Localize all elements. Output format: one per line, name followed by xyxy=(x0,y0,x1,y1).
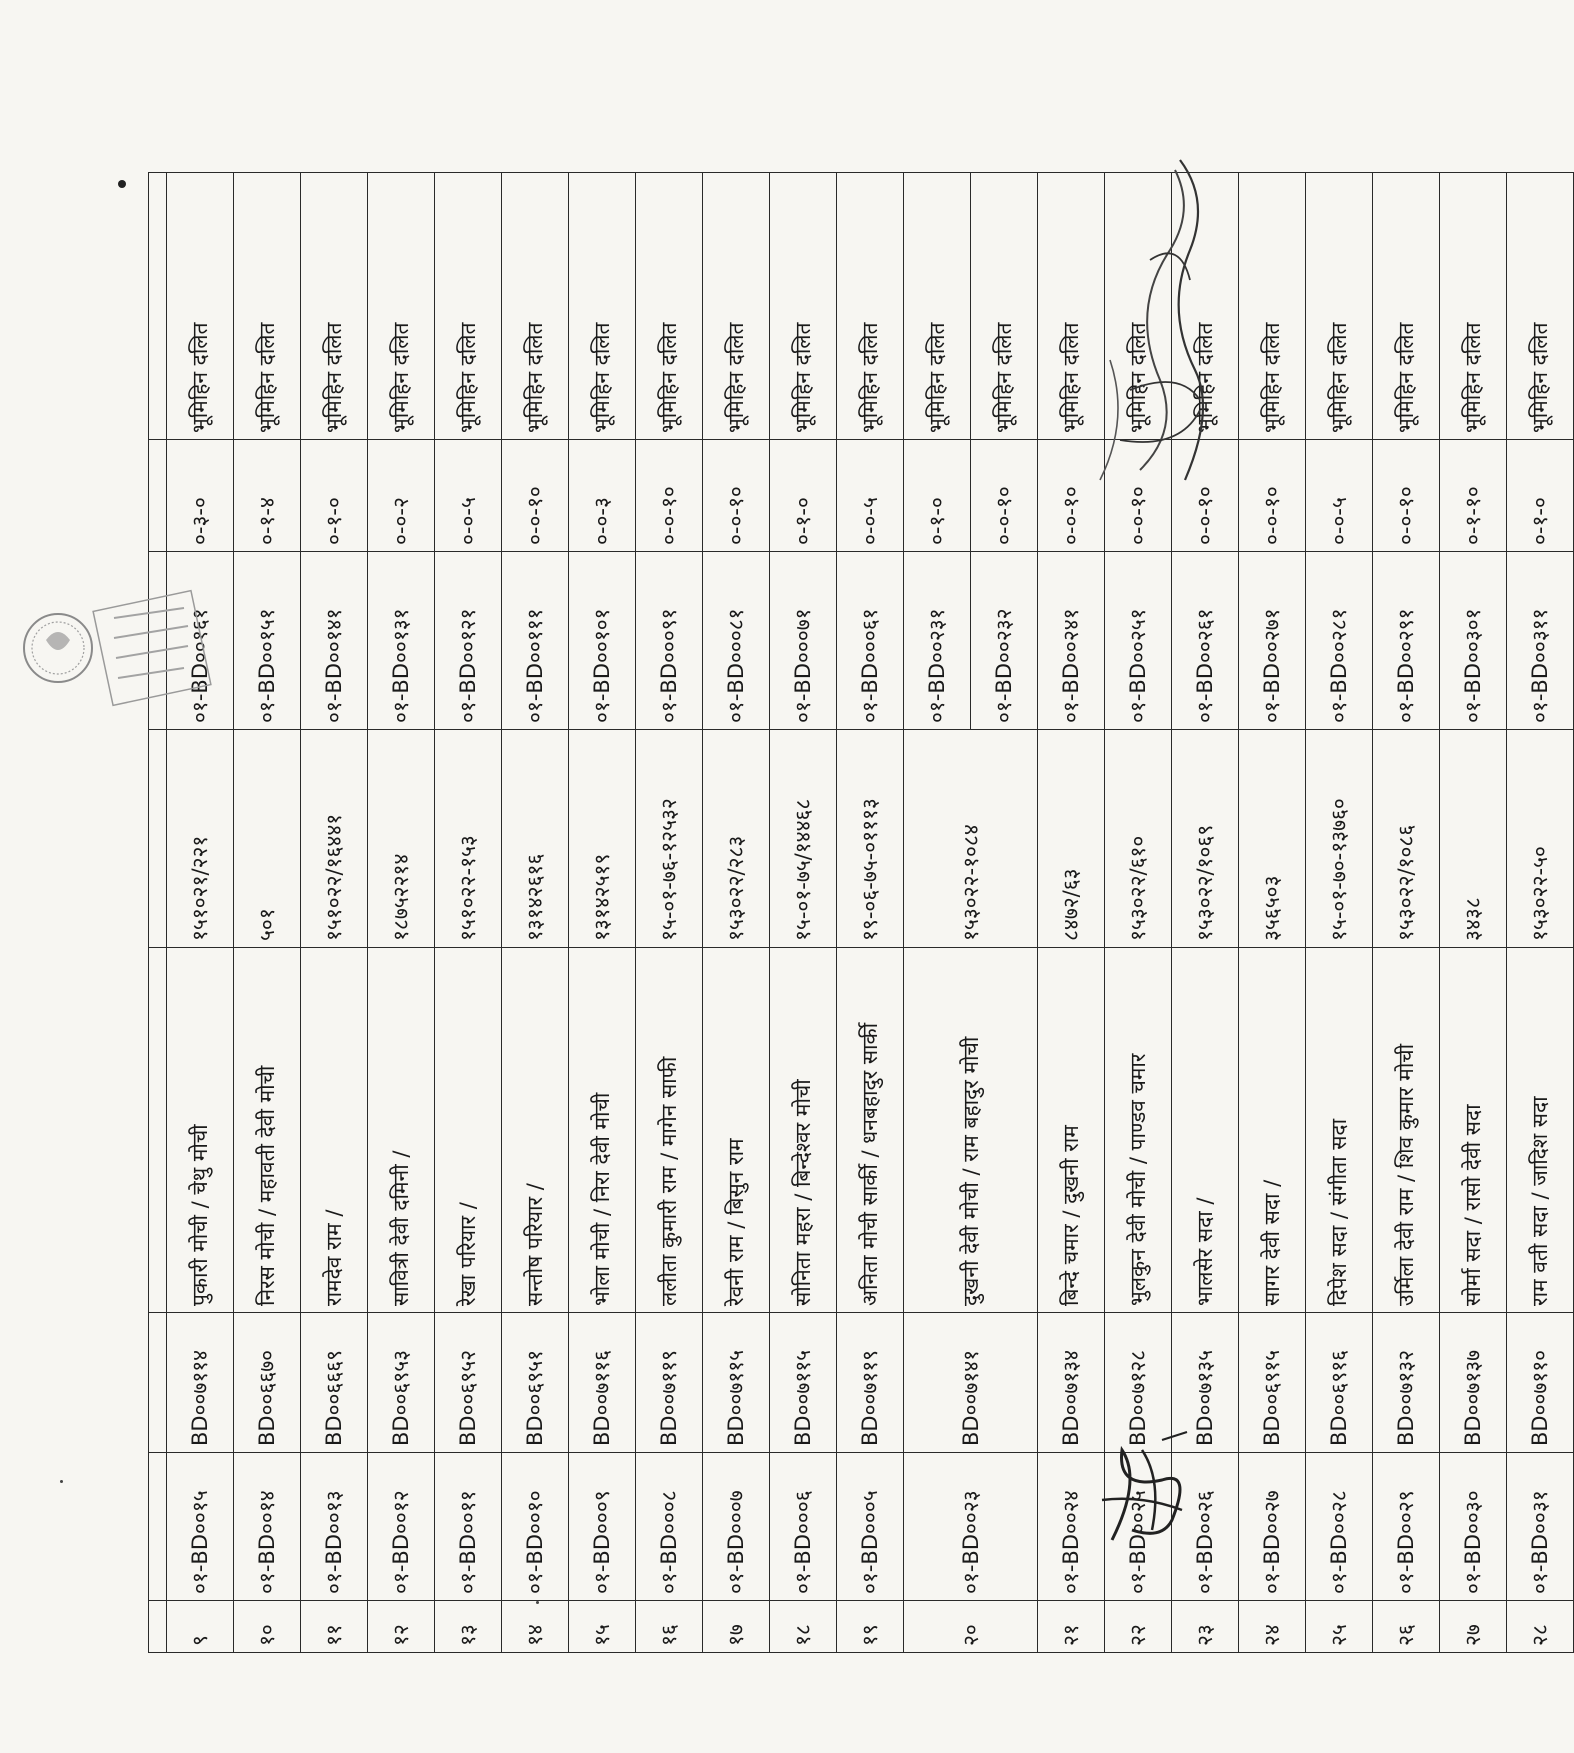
cell-sn: २३ xyxy=(1172,1601,1239,1653)
cell-id: ०१-BD०००८ xyxy=(636,1453,703,1601)
cell-id: ०१-BD००११ xyxy=(435,1453,502,1601)
cell-name: भुलकुन देवी मोची / पाण्डव चमार xyxy=(1105,948,1172,1313)
cell-area: ०-०-५ xyxy=(1306,440,1373,552)
cell-area: ०-०-१० xyxy=(636,440,703,552)
cell-area: ०-०-५ xyxy=(837,440,904,552)
cell-area: ०-१-० xyxy=(770,440,837,552)
table-row xyxy=(569,173,636,1653)
scan-speck xyxy=(60,1480,63,1483)
cell-code: BD००६६७० xyxy=(234,1313,301,1453)
cell-land-id: ०१-BD०००७१ xyxy=(770,552,837,730)
cell-id: ०१-BD००१५ xyxy=(167,1453,234,1601)
cell-code: BD००७१३५ xyxy=(1172,1313,1239,1453)
officer-signature xyxy=(1060,140,1250,500)
table-row xyxy=(636,173,703,1653)
cell-id: ०१-BD००२८ xyxy=(1306,1453,1373,1601)
rotated-table-container xyxy=(148,173,1552,1653)
cell-category: भूमिहिन दलित xyxy=(368,173,435,440)
cell-area: ०-०-१० xyxy=(502,440,569,552)
cell-category: भूमिहिन दलित xyxy=(234,173,301,440)
cell-id: ०१-BD०००६ xyxy=(770,1453,837,1601)
cell-area: ०-०-३ xyxy=(569,440,636,552)
cell-pid: १५१०२१/२२१ xyxy=(167,730,234,948)
signature-mark xyxy=(1092,1430,1202,1560)
cell-pid: १९-०६-७५-०१११३ xyxy=(837,730,904,948)
cell-pid: १३१४२५१९ xyxy=(569,730,636,948)
cell-sn: १० xyxy=(234,1601,301,1653)
cell-sn: २८ xyxy=(1507,1601,1574,1653)
cell-area: ०-१-० xyxy=(904,440,971,552)
cell-id: ०१-BD००२९ xyxy=(1373,1453,1440,1601)
cell-category: भूमिहिन दलित xyxy=(636,173,703,440)
table-row xyxy=(435,173,502,1653)
cell-code: BD००७१३२ xyxy=(1373,1313,1440,1453)
cell-land-id: ०१-BD००३०१ xyxy=(1440,552,1507,730)
cell-land-id: ०१-BD०००९१ xyxy=(636,552,703,730)
cell-land-id: ०१-BD००१०१ xyxy=(569,552,636,730)
cell-id: ०१-BD००२५ xyxy=(1105,1453,1172,1601)
cell-pid: १५१०२२/१६४४१ xyxy=(301,730,368,948)
cell-pid: ३५६५०३ xyxy=(1239,730,1306,948)
cell-name: भोला मोची / निरा देवी मोची xyxy=(569,948,636,1313)
cell-area: ०-०-१० xyxy=(1373,440,1440,552)
cell-category: भूमिहिन दलित xyxy=(435,173,502,440)
cell-code: BD००६९५३ xyxy=(368,1313,435,1453)
table-row xyxy=(167,173,234,1653)
cell-category: भूमिहिन दलित xyxy=(569,173,636,440)
cell-pid: १५३०२२/१०८६ xyxy=(1373,730,1440,948)
table-row xyxy=(502,173,569,1653)
table-body xyxy=(149,173,1574,1653)
cell-id: ०१-BD००१३ xyxy=(301,1453,368,1601)
cell-name: दुखनी देवी मोची / राम बहादुर मोची xyxy=(904,948,1038,1313)
cell-sn: ११ xyxy=(301,1601,368,1653)
table-row xyxy=(1440,173,1507,1653)
cell-id: ०१-BD०००५ xyxy=(837,1453,904,1601)
table-row xyxy=(1306,173,1373,1653)
cell-sn: २४ xyxy=(1239,1601,1306,1653)
table-row xyxy=(837,173,904,1653)
cell-land-id: ०१-BD०००६१ xyxy=(837,552,904,730)
cell-pid: १५३०२२/२८३ xyxy=(703,730,770,948)
cell-land-id: ०१-BD००१२१ xyxy=(435,552,502,730)
cell-id: ०१-BD००१२ xyxy=(368,1453,435,1601)
cell-sn: २१ xyxy=(1038,1601,1105,1653)
cell-area: ०-१-० xyxy=(301,440,368,552)
cell-name: सन्तोष परियार / xyxy=(502,948,569,1313)
cell-sn: २७ xyxy=(1440,1601,1507,1653)
cell-area: ०-०-२ xyxy=(368,440,435,552)
cell-land-id: ०१-BD०००८१ xyxy=(703,552,770,730)
cell-category: भूमिहिन दलित xyxy=(1239,173,1306,440)
cell-category: भूमिहिन दलित xyxy=(1172,173,1239,440)
table-row xyxy=(904,173,971,1653)
cell-pid: ५०१ xyxy=(234,730,301,948)
cell-id: ०१-BD००३० xyxy=(1440,1453,1507,1601)
cell-code: BD००७११५ xyxy=(770,1313,837,1453)
cell-category: भूमिहिन दलित xyxy=(1038,173,1105,440)
table-row xyxy=(703,173,770,1653)
cell-code: BD००७१४१ xyxy=(904,1313,1038,1453)
cell-sn: २५ xyxy=(1306,1601,1373,1653)
cell-sn: ९ xyxy=(167,1601,234,1653)
cell-id: ०१-BD००१० xyxy=(502,1453,569,1601)
table-row xyxy=(770,173,837,1653)
office-stamp xyxy=(18,588,208,708)
cell-pid: १५३०२२-१०८४ xyxy=(904,730,1038,948)
cell-category: भूमिहिन दलित xyxy=(703,173,770,440)
cell-category: भूमिहिन दलित xyxy=(1306,173,1373,440)
table-row xyxy=(301,173,368,1653)
cell-id: ०१-BD००३१ xyxy=(1507,1453,1574,1601)
scan-speck xyxy=(536,1601,539,1604)
cell-land-id: ०१-BD००१११ xyxy=(502,552,569,730)
cell-name: राम वती सदा / जादिश सदा xyxy=(1507,948,1574,1313)
bullet-mark xyxy=(118,180,126,188)
cell-category: भूमिहिन दलित xyxy=(770,173,837,440)
cell-sn: २० xyxy=(904,1601,1038,1653)
cell-category: भूमिहिन दलित xyxy=(904,173,971,440)
cell-code: BD००६६६९ xyxy=(301,1313,368,1453)
cell-land-id: ०१-BD००१४१ xyxy=(301,552,368,730)
table-row xyxy=(368,173,435,1653)
cell-category: भूमिहिन दलित xyxy=(1105,173,1172,440)
cell-pid: १३१४२६१६ xyxy=(502,730,569,948)
cell-id: ०१-BD०००९ xyxy=(569,1453,636,1601)
cell-land-id: ०१-BD००२४१ xyxy=(1038,552,1105,730)
cell-sn: १७ xyxy=(703,1601,770,1653)
cell-category: भूमिहिन दलित xyxy=(1507,173,1574,440)
cell-area: ०-०-१० xyxy=(703,440,770,552)
cell-pid: १५१०२२-१५३ xyxy=(435,730,502,948)
cell-id: ०१-BD००२६ xyxy=(1172,1453,1239,1601)
cell-pid: १५-०१-७६-१२५३२ xyxy=(636,730,703,948)
cell-code: BD००७११९ xyxy=(837,1313,904,1453)
cell-sn: १२ xyxy=(368,1601,435,1653)
cell-code: BD००७११५ xyxy=(703,1313,770,1453)
cell-area: ०-०-१० xyxy=(971,440,1038,552)
cell-name: बिन्दे चमार / दुखनी राम xyxy=(1038,948,1105,1313)
cell-area: ०-०-१० xyxy=(1239,440,1306,552)
cell-area: ०-०-१० xyxy=(1105,440,1172,552)
cell-code: BD००७१३७ xyxy=(1440,1313,1507,1453)
table-row xyxy=(1373,173,1440,1653)
cell-name: सागर देवी सदा / xyxy=(1239,948,1306,1313)
cell-sn: २२ xyxy=(1105,1601,1172,1653)
cell-name: भालसेर सदा / xyxy=(1172,948,1239,1313)
cell-area: ०-०-५ xyxy=(435,440,502,552)
cell-area: ०-१-१० xyxy=(1440,440,1507,552)
cell-name: उर्मिला देवी राम / शिव कुमार मोची xyxy=(1373,948,1440,1313)
cell-pid: १५३०२२-५० xyxy=(1507,730,1574,948)
cell-sn: १९ xyxy=(837,1601,904,1653)
cell-land-id: ०१-BD००३११ xyxy=(1507,552,1574,730)
cell-pid: १८७५२२१४ xyxy=(368,730,435,948)
cell-pid: ८४७२/६३ xyxy=(1038,730,1105,948)
cell-land-id: ०१-BD००२८१ xyxy=(1306,552,1373,730)
cell-name: दिपेश सदा / संगीता सदा xyxy=(1306,948,1373,1313)
cell-name: सोर्मा सदा / रासो देवी सदा xyxy=(1440,948,1507,1313)
cell-category: भूमिहिन दलित xyxy=(971,173,1038,440)
cell-land-id: ०१-BD००२६१ xyxy=(1172,552,1239,730)
cell-sn: १५ xyxy=(569,1601,636,1653)
cell-pid: १५३०२२/६१० xyxy=(1105,730,1172,948)
cell-pid: १५-०१-७५/१४४६८ xyxy=(770,730,837,948)
cell-name: पुकारी मोची / चेथु मोची xyxy=(167,948,234,1313)
cell-code: BD००७११९ xyxy=(636,1313,703,1453)
cell-name: रेवनी राम / बिसुन राम xyxy=(703,948,770,1313)
cell-area: ०-१-४ xyxy=(234,440,301,552)
cell-area: ०-३-० xyxy=(167,440,234,552)
cell-pid: १५३०२२/१०६९ xyxy=(1172,730,1239,948)
cell-name: रेखा परियार / xyxy=(435,948,502,1313)
cell-name: निरस मोची / महावती देवी मोची xyxy=(234,948,301,1313)
cell-name: सोनिता महरा / बिन्देश्वर मोची xyxy=(770,948,837,1313)
cell-name: अनिता मोची सार्की / धनबहादुर सार्की xyxy=(837,948,904,1313)
cell-code: BD००७१२८ xyxy=(1105,1313,1172,1453)
cell-name: सावित्री देवी दमिनी / xyxy=(368,948,435,1313)
cell-category: भूमिहिन दलित xyxy=(502,173,569,440)
cell-pid: ३४३८ xyxy=(1440,730,1507,948)
cell-code: BD००६९५२ xyxy=(435,1313,502,1453)
cell-id: ०१-BD००२३ xyxy=(904,1453,1038,1601)
cell-sn: १३ xyxy=(435,1601,502,1653)
cell-land-id: ०१-BD००१५१ xyxy=(234,552,301,730)
cell-land-id: ०१-BD००१३१ xyxy=(368,552,435,730)
cell-code: BD००६९१६ xyxy=(1306,1313,1373,1453)
cell-land-id: ०१-BD००२३१ xyxy=(904,552,971,730)
cell-code: BD००६९१५ xyxy=(1239,1313,1306,1453)
cell-name: ललीता कुमारी राम / मागेन साफी xyxy=(636,948,703,1313)
cell-category: भूमिहिन दलित xyxy=(301,173,368,440)
cell-name: रामदेव राम / xyxy=(301,948,368,1313)
cell-code: BD००७११६ xyxy=(569,1313,636,1453)
cell-sn: १६ xyxy=(636,1601,703,1653)
cell-id: ०१-BD००२७ xyxy=(1239,1453,1306,1601)
cell-code: BD००७११० xyxy=(1507,1313,1574,1453)
cell-sn: १४ xyxy=(502,1601,569,1653)
cell-land-id: ०१-BD००२९१ xyxy=(1373,552,1440,730)
landless-dalit-table xyxy=(148,172,1574,1653)
cell-sn: २६ xyxy=(1373,1601,1440,1653)
cell-category: भूमिहिन दलित xyxy=(837,173,904,440)
cell-area: ०-०-१० xyxy=(1172,440,1239,552)
cell-sn: १८ xyxy=(770,1601,837,1653)
cell-land-id: ०१-BD००१६१ xyxy=(167,552,234,730)
cell-land-id: ०१-BD००२७१ xyxy=(1239,552,1306,730)
cell-pid: १५-०१-७०-१३७६० xyxy=(1306,730,1373,948)
table-row xyxy=(234,173,301,1653)
cell-land-id: ०१-BD००२५१ xyxy=(1105,552,1172,730)
cell-category: भूमिहिन दलित xyxy=(1440,173,1507,440)
cell-category: भूमिहिन दलित xyxy=(1373,173,1440,440)
table-row xyxy=(1507,173,1574,1653)
cell-land-id: ०१-BD००२३२ xyxy=(971,552,1038,730)
cell-id: ०१-BD००१४ xyxy=(234,1453,301,1601)
cell-code: BD००७१३४ xyxy=(1038,1313,1105,1453)
cell-area: ०-०-१० xyxy=(1038,440,1105,552)
cell-code: BD००६९५१ xyxy=(502,1313,569,1453)
table-header-cutoff xyxy=(149,173,167,1653)
cell-area: ०-१-० xyxy=(1507,440,1574,552)
cell-id: ०१-BD०००७ xyxy=(703,1453,770,1601)
cell-code: BD००७११४ xyxy=(167,1313,234,1453)
cell-category: भूमिहिन दलित xyxy=(167,173,234,440)
cell-id: ०१-BD००२४ xyxy=(1038,1453,1105,1601)
